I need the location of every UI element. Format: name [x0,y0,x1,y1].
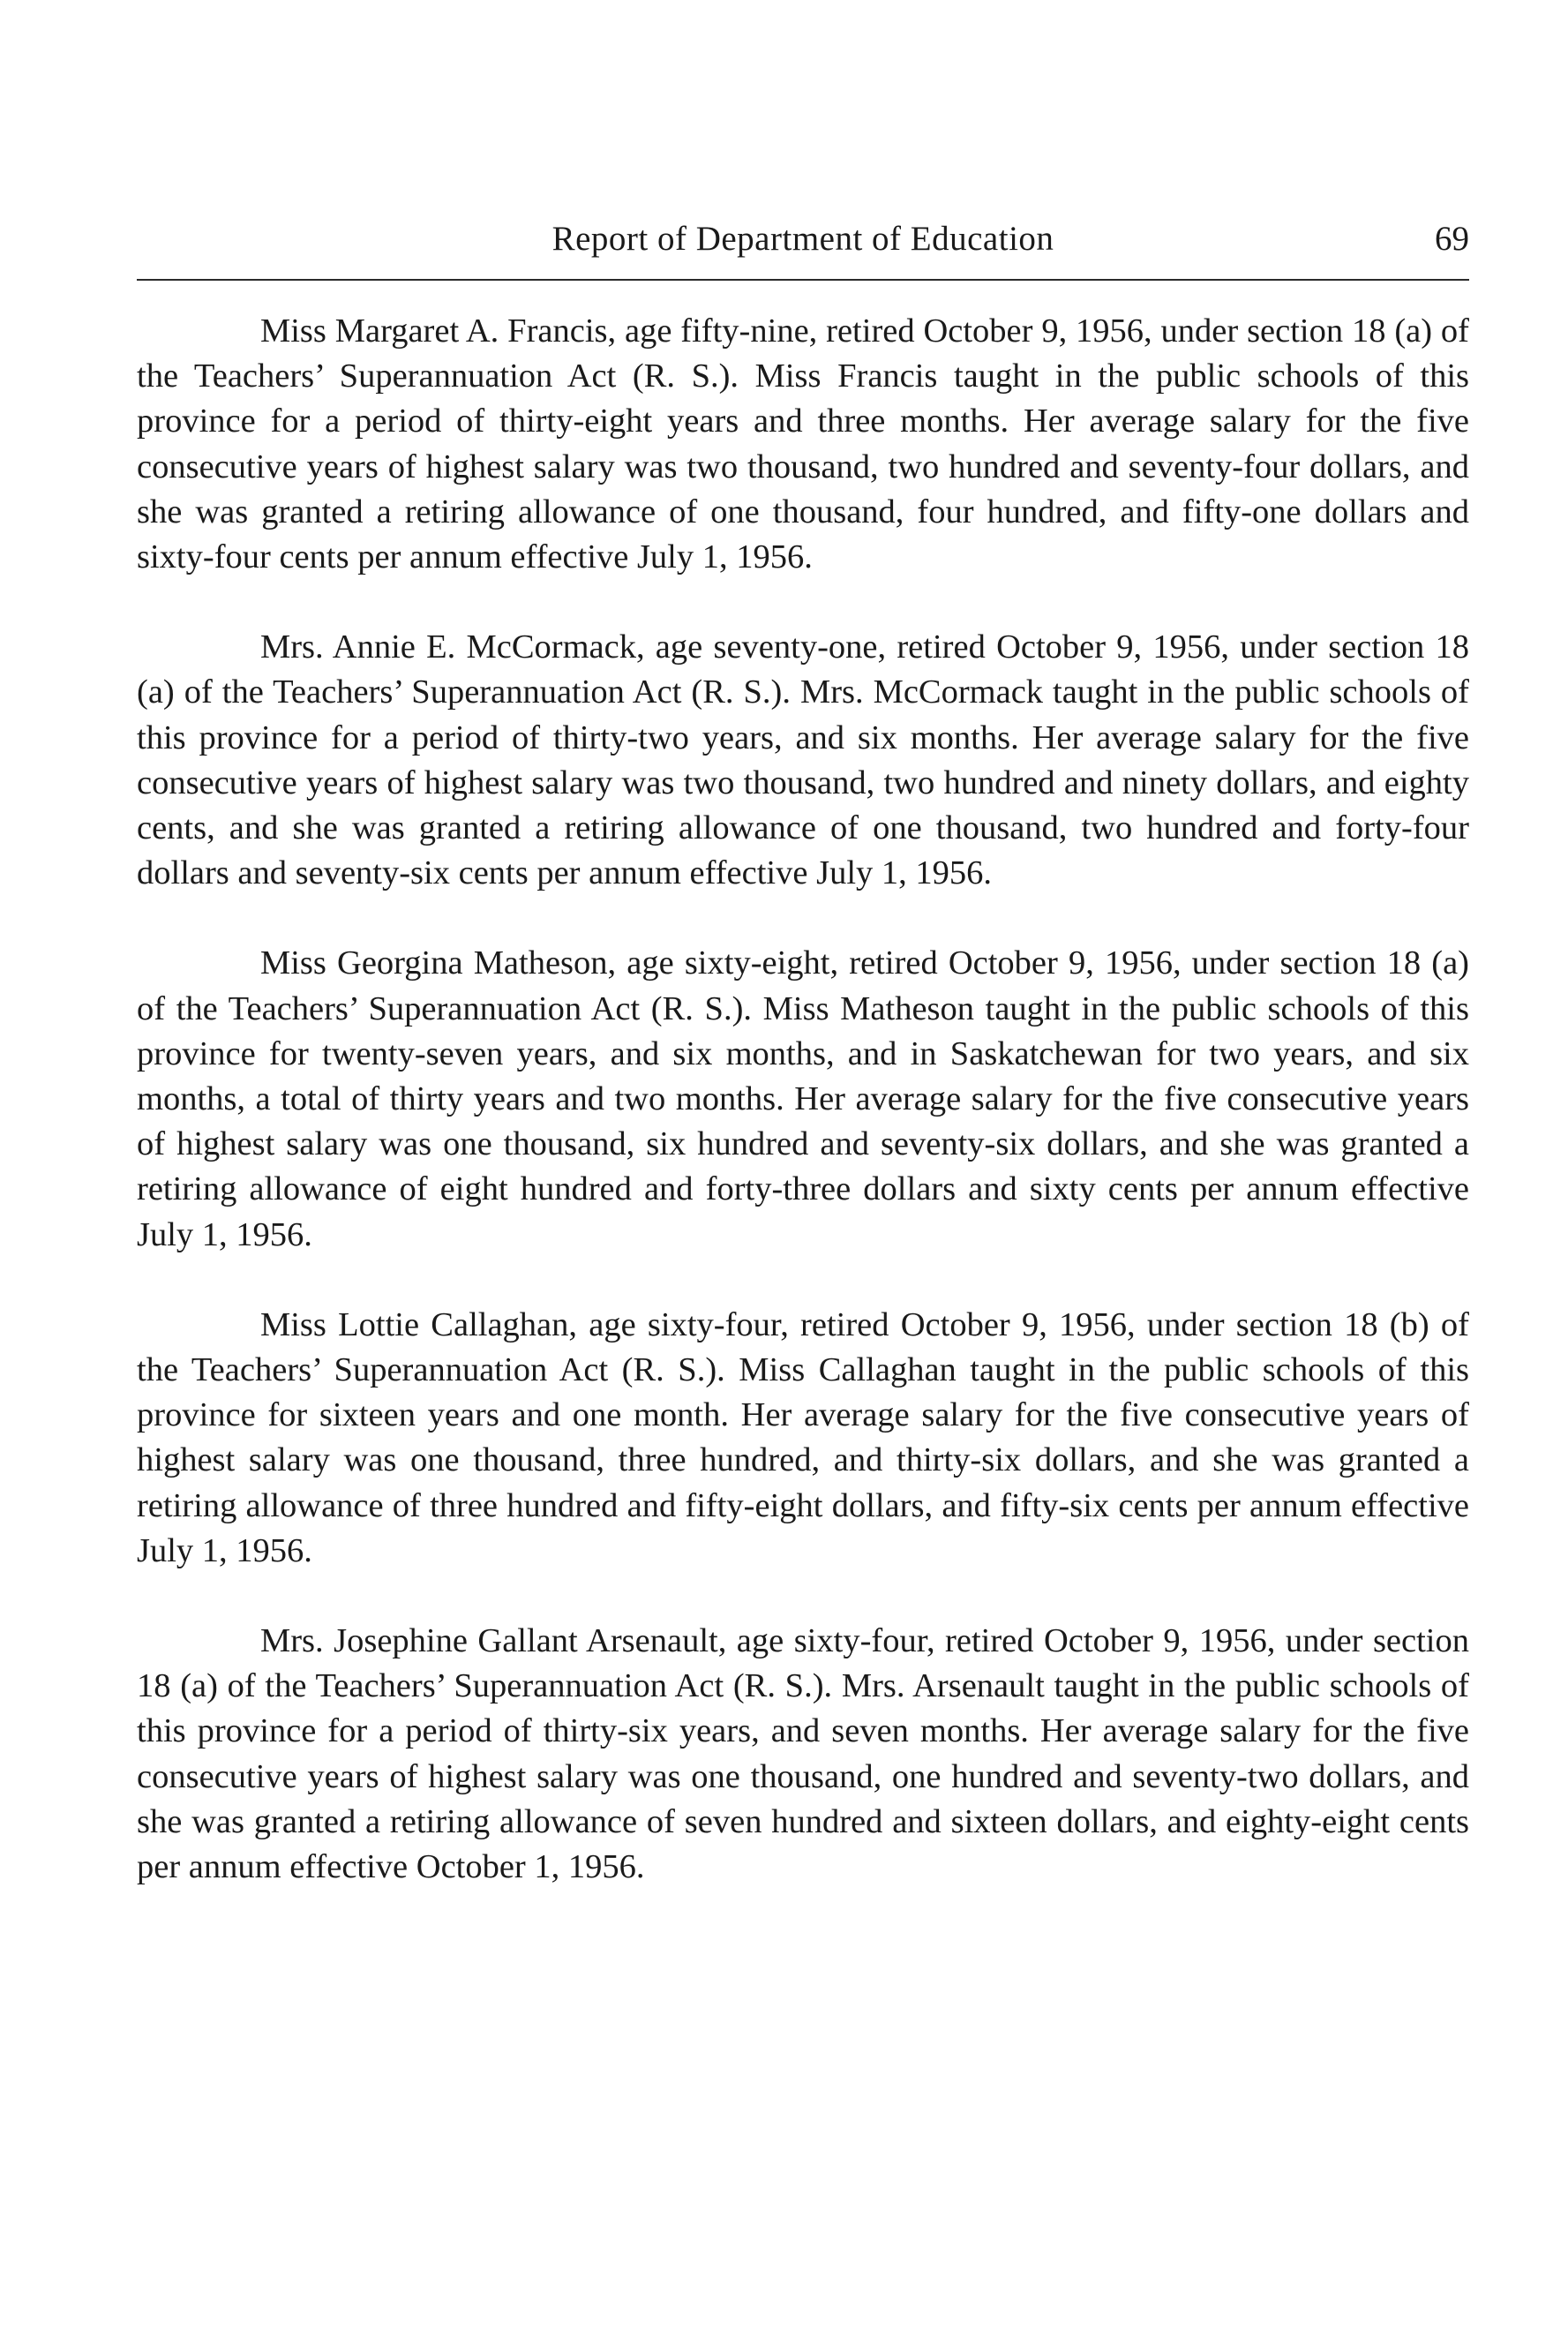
running-header [137,219,1469,272]
retirement-entry-mccormack: Mrs. Annie E. McCormack, age seventy-one, retired October 9, 1956, under section 18 (a) of the Teachers’ Superannuation Act (R. S.). Mrs. McCormack taught in the public schools of this province for a period of thirty-two years, and six months. Her average salary for the five consecutive years of highest salary was two thousand, two hundred and ninety dollars, and eighty cents, and she was granted a retiring allowance of one thousand, two hundred and forty-four dollars and seventy-six cents per annum effective July 1, 1956. [137,628,1469,892]
retirement-entry-arsenault: Mrs. Josephine Gallant Arsenault, age sixty-four, retired October 9, 1956, under section 18 (a) of the Teachers’ Superannuation Act (R. S.). Mrs. Arsenault taught in the public schools of this province for a period of thirty-six years, and seven months. Her average salary for the five consecutive years of highest salary was one thousand, one hundred and seventy-two dollars, and she was granted a retiring allowance of seven hundred and sixteen dollars, and eighty-eight cents per annum effective October 1, 1956. [137,1622,1469,1886]
page-header-title: Report of Department of Education [551,220,1054,258]
page-number: 69 [1435,220,1469,258]
document-body [137,309,1469,1890]
retirement-entry-francis: Miss Margaret A. Francis, age fifty-nine, retired October 9, 1956, under section 18 (a) of the Teachers’ Superannuation Act (R. S.). Miss Francis taught in the public schools of this province for a period of thirty-eight years and three months. Her average salary for the five consecutive years of highest salary was two thousand, two hundred and seventy-four dollars, and she was granted a retiring allowance of one thousand, four hundred, and fifty-one dollars and sixty-four cents per annum effective July 1, 1956. [137,312,1469,576]
retirement-entry-callaghan: Miss Lottie Callaghan, age sixty-four, retired October 9, 1956, under section 18 (b) of the Teachers’ Superannuation Act (R. S.). Miss Callaghan taught in the public schools of this province for sixteen years and one month. Her average salary for the five consecutive years of highest salary was one thousand, three hundred, and thirty-six dollars, and she was granted a retiring allowance of three hundred and fifty-eight dollars, and fifty-six cents per annum effective July 1, 1956. [137,1305,1469,1569]
header-divider [137,279,1469,281]
retirement-entry-matheson: Miss Georgina Matheson, age sixty-eight, retired October 9, 1956, under section 18 (a) of the Teachers’ Superannuation Act (R. S.). Miss Matheson taught in the public schools of this province for twenty-seven years, and six months, and in Saskatchewan for two years, and six months, a total of thirty years and two months. Her average salary for the five consecutive years of highest salary was one thousand, six hundred and seventy-six dollars, and she was granted a retiring allowance of eight hundred and forty-three dollars and sixty cents per annum effective July 1, 1956. [137,944,1469,1253]
